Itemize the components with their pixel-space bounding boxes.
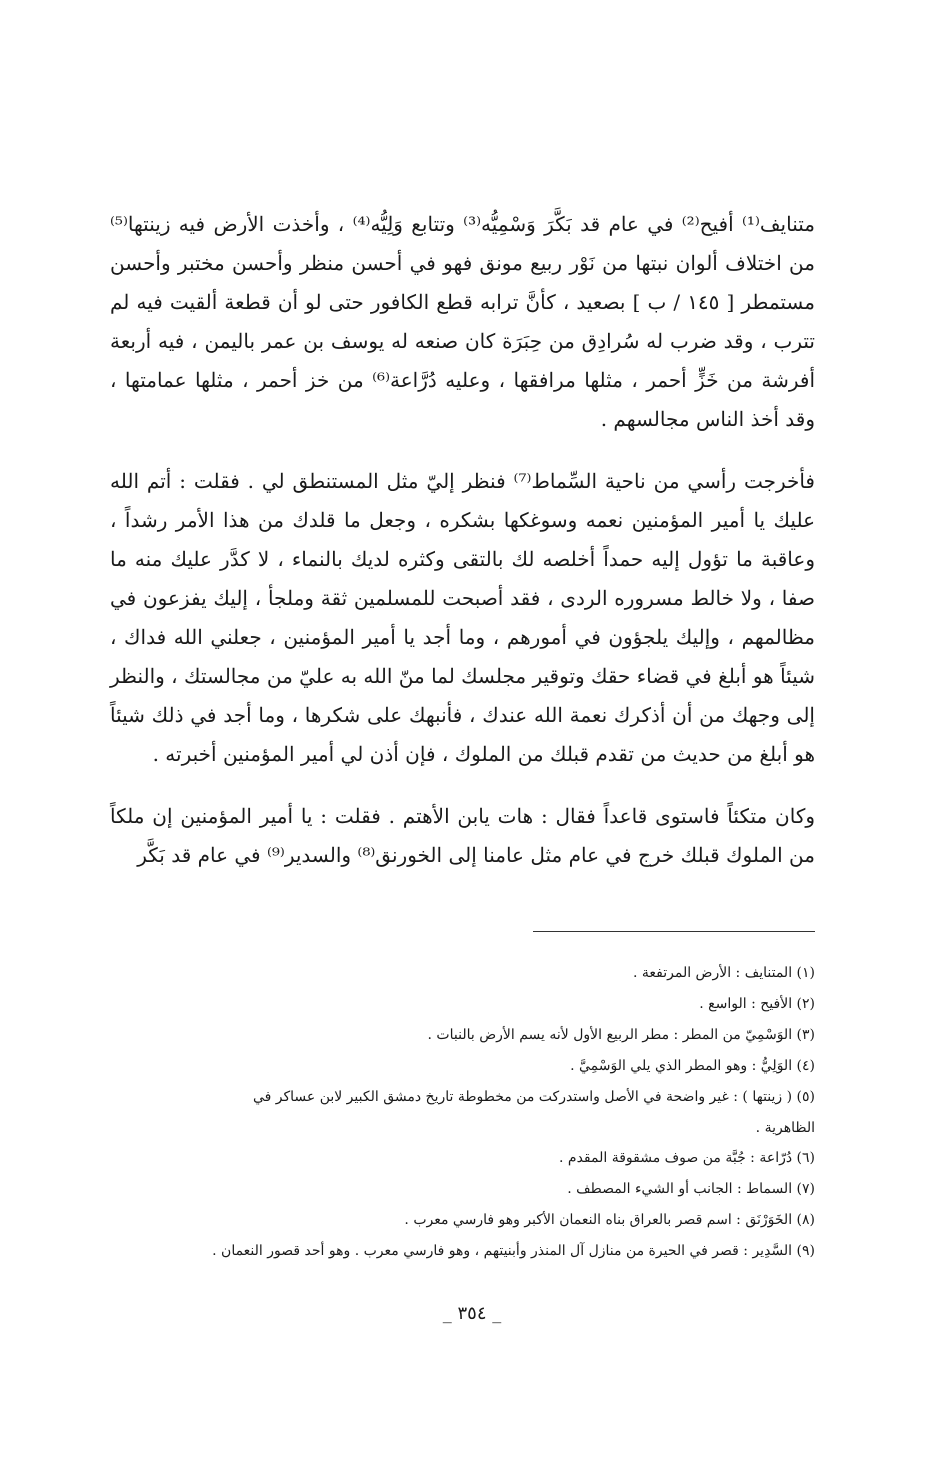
- footnotes: [110, 958, 815, 1267]
- footnote-3: (٣) الوَسْمِيّ من المطر : مطر الربيع الأول لأنه يسم الأرض بالنبات .: [427, 1027, 815, 1043]
- paragraph-1: متنايف⁽¹⁾ أفيح⁽²⁾ في عام قد بَكَّرَ وَسْمِيُّه⁽³⁾ وتتابع وَلِيُّه⁽⁴⁾ ، وأخذت الأرض فيه زينتها⁽⁵⁾ من اختلاف ألوان نبتها من نَوْر ربيع مونق فهو في أحسن منظر وأحسن مختبر وأحسن مستمطر [ ١٤٥ / ب ] بصعيد ، كأنَّ ترابه قطع الكافور حتى لو أن قطعة ألقيت فيه لم تترب ، وقد ضرب له سُرادِق من حِبَرَة كان صنعه له يوسف بن عمر باليمن ، فيه أربعة أفرشة من خَزٍّ أحمر ، مثلها مرافقها ، وعليه دُرَّاعة⁽⁶⁾ من خز أحمر ، مثلها عمامتها ، وقد أخذ الناس مجالسهم .: [110, 212, 816, 431]
- main-text: [110, 205, 815, 875]
- footnote-9: (٩) السَّدِير : قصر في الحيرة من منازل آل المنذر وأبنيتهم ، وهو فارسي معرب . وهو أحد قصور النعمان .: [212, 1243, 815, 1259]
- paragraph-3: وكان متكئاً فاستوى قاعداً فقال : هات يابن الأهتم . فقلت : يا أمير المؤمنين إن ملكاً من الملوك قبلك خرج في عام مثل عامنا إلى الخورنق⁽⁸⁾ والسدير⁽⁹⁾ في عام قد بَكَّر: [110, 804, 815, 867]
- footnote-1: (١) المتنايف : الأرض المرتفعة .: [632, 965, 815, 981]
- footnote-7: (٧) السماط : الجانب أو الشيء المصطف .: [567, 1181, 815, 1197]
- footnote-5-continuation: الظاهرية .: [755, 1120, 815, 1136]
- footnote-divider: [533, 931, 815, 932]
- footnote-5: (٥) ( زينتها ) : غير واضحة في الأصل واستدركت من مخطوطة تاريخ دمشق الكبير لابن عساكر في: [252, 1089, 815, 1105]
- page-number: _ ٣٥٤ _: [442, 1303, 502, 1324]
- footnote-6: (٦) دُرّاعة : جُبَّة من صوف مشقوقة المقدم .: [559, 1150, 815, 1166]
- footnote-2: (٢) الأفيح : الواسع .: [699, 996, 815, 1012]
- footnote-8: (٨) الخَوَرْنَق : اسم قصر بالعراق بناه النعمان الأكبر وهو فارسي معرب .: [404, 1212, 815, 1228]
- paragraph-2: فأخرجت رأسي من ناحية السِّماط⁽⁷⁾ فنظر إليّ مثل المستنطق لي . فقلت : أتم الله عليك يا أمير المؤمنين نعمه وسوغكها بشكره ، وجعل ما قلدك من هذا الأمر رشداً ، وعاقبة ما تؤول إليه حمداً أخلصه لك بالتقى وكثره لديك بالنماء ، لا كدَّر عليك منه ما صفا ، ولا خالط مسروره الردى ، فقد أصبحت للمسلمين ثقة وملجأ ، إليك يفزعون في مظالمهم ، وإليك يلجؤون في أمورهم ، وما أجد يا أمير المؤمنين ، جعلني الله فداك ، شيئاً هو أبلغ في قضاء حقك وتوقير مجلسك لما منّ الله به عليّ من مجالستك ، والنظر إلى وجهك من أن أذكرك نعمة الله عندك ، فأنبهك على شكرها ، وما أجد في ذلك شيئاً هو أبلغ من حديث من تقدم قبلك من الملوك ، فإن أذن لي أمير المؤمنين أخبرته .: [110, 469, 815, 766]
- footnote-4: (٤) الوَلِيُّ : وهو المطر الذي يلي الوَسْمِيَّ .: [570, 1058, 815, 1074]
